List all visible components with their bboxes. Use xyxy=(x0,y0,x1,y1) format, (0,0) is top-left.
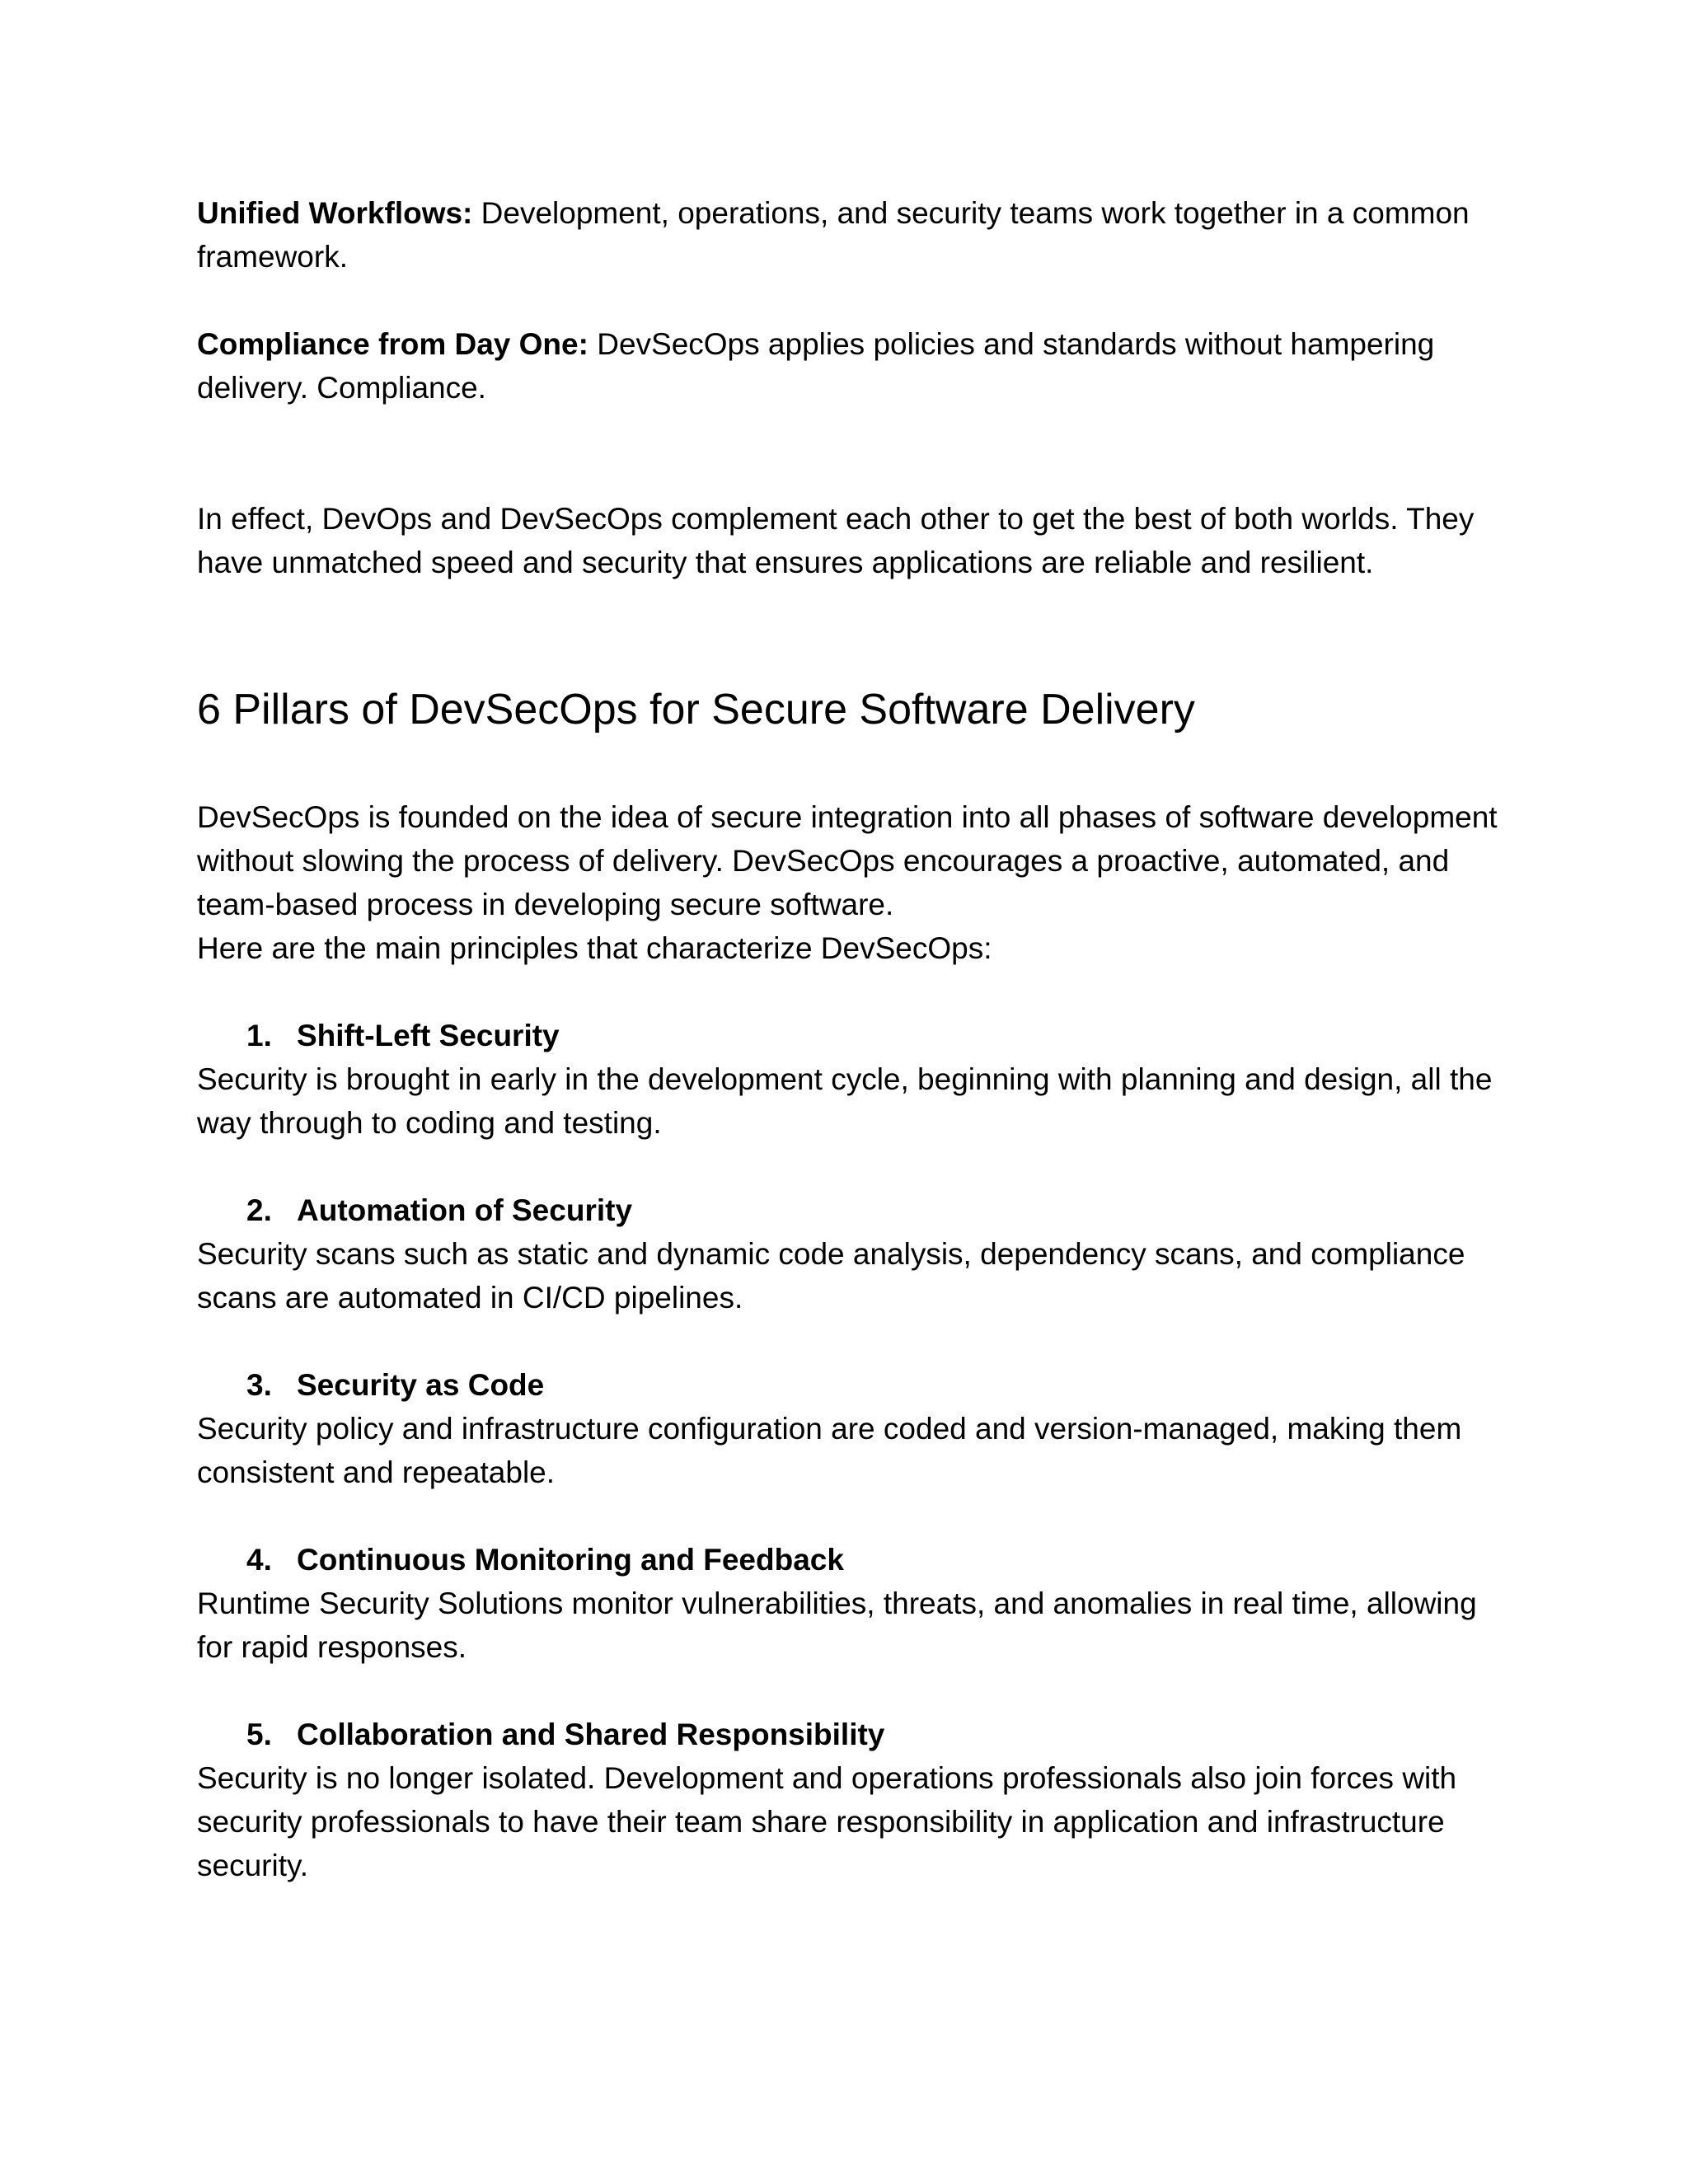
pillar-text: Security is no longer isolated. Development and operations professionals also join forces with security professionals to have their team share responsibility in application and infrastructure security. xyxy=(197,1761,1457,1882)
document-page xyxy=(197,191,1499,1887)
pillar-title xyxy=(197,1538,1499,1582)
feature-text: Development, operations, and security teams work together in a common framework. xyxy=(197,196,1470,274)
pillar-number: 1. xyxy=(246,1019,272,1052)
pillar-title-text: Automation of Security xyxy=(297,1193,633,1227)
feature-text: DevSecOps applies policies and standards without hampering delivery. Compliance. xyxy=(197,327,1435,405)
pillar-number: 2. xyxy=(246,1193,272,1227)
pillar-number: 3. xyxy=(246,1368,272,1402)
pillar-title-text: Continuous Monitoring and Feedback xyxy=(297,1543,844,1577)
pillar-title xyxy=(197,1713,1499,1756)
pillar-item xyxy=(197,1363,1499,1494)
pillar-text: Security scans such as static and dynamic code analysis, dependency scans, and compliance scans are automated in CI/CD pipelines. xyxy=(197,1237,1465,1315)
pillar-text: Runtime Security Solutions monitor vulnerabilities, threats, and anomalies in real time, allowing for rapid responses. xyxy=(197,1586,1477,1664)
section-intro: DevSecOps is founded on the idea of secure integration into all phases of software development without slowing the process of delivery. DevSecOps encourages a proactive, automated, and team-based process in developing secure software. xyxy=(197,800,1498,921)
feature-label: Unified Workflows: xyxy=(197,196,473,230)
pillar-item xyxy=(197,1014,1499,1145)
pillar-item xyxy=(197,1713,1499,1887)
pillar-title-text: Collaboration and Shared Responsibility xyxy=(297,1718,885,1751)
pillar-text: Security is brought in early in the development cycle, beginning with planning and design, all the way through to coding and testing. xyxy=(197,1062,1493,1140)
pillar-title-text: Shift-Left Security xyxy=(297,1019,560,1052)
pillar-number: 4. xyxy=(246,1543,272,1577)
pillar-number: 5. xyxy=(246,1718,272,1751)
pillar-title xyxy=(197,1363,1499,1407)
feature-compliance xyxy=(197,322,1499,410)
pillar-title-text: Security as Code xyxy=(297,1368,545,1402)
feature-unified-workflows xyxy=(197,191,1499,279)
pillar-title xyxy=(197,1188,1499,1232)
summary-paragraph: In effect, DevOps and DevSecOps complement each other to get the best of both worlds. They have unmatched speed and security that ensures applications are reliable and resilient. xyxy=(197,502,1475,579)
section-intro-2: Here are the main principles that characterize DevSecOps: xyxy=(197,931,992,965)
pillar-item xyxy=(197,1188,1499,1319)
section-heading: 6 Pillars of DevSecOps for Secure Software Delivery xyxy=(197,686,1195,733)
pillar-title xyxy=(197,1014,1499,1057)
pillar-text: Security policy and infrastructure configuration are coded and version-managed, making them consistent and repeatable. xyxy=(197,1412,1462,1489)
pillar-item xyxy=(197,1538,1499,1669)
feature-label: Compliance from Day One: xyxy=(197,327,588,361)
